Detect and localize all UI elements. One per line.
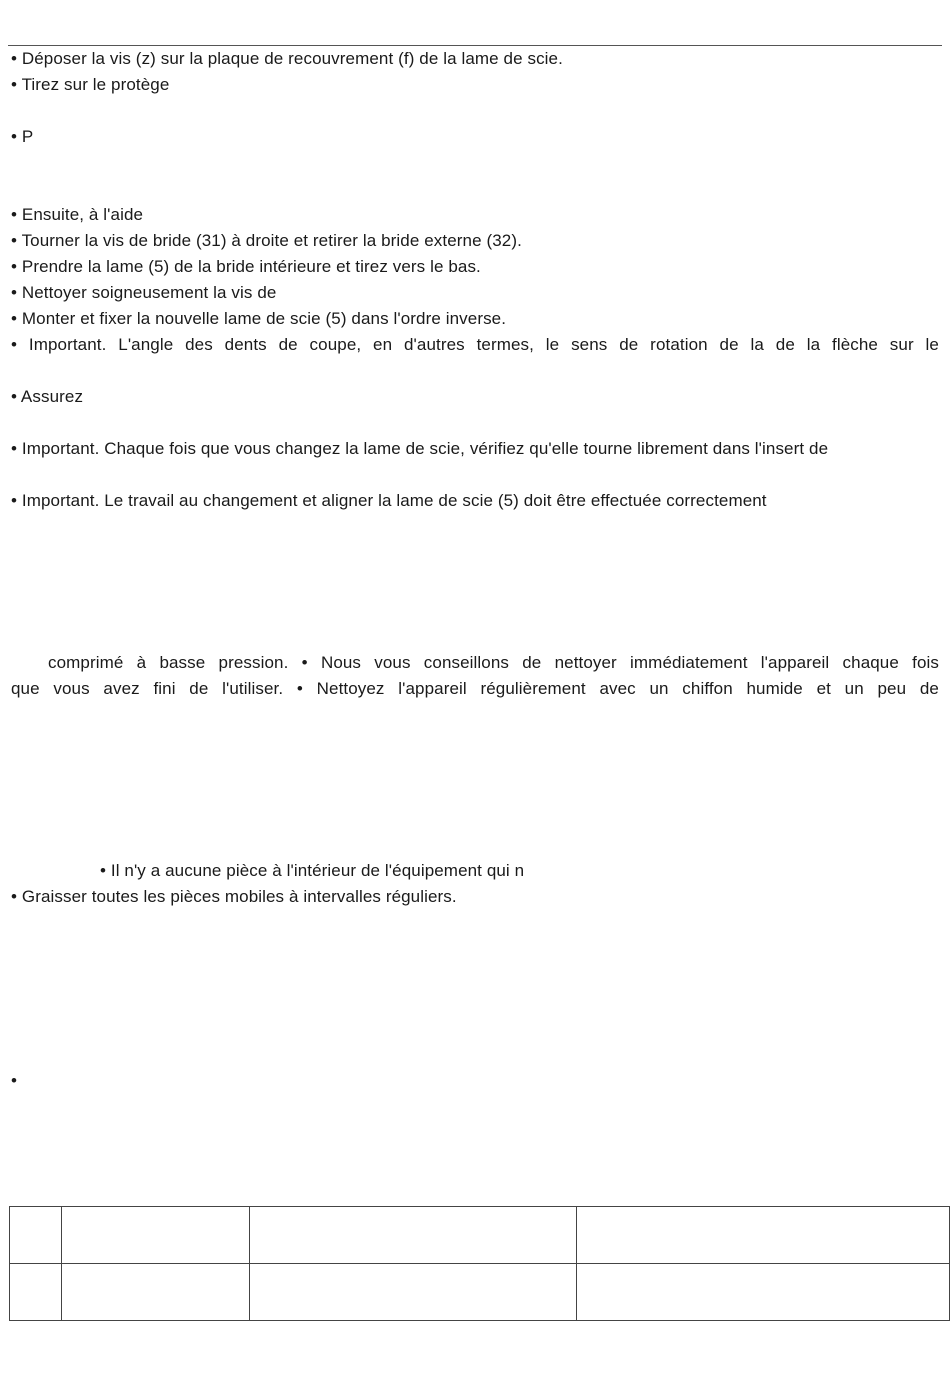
text-line: • Graisser toutes les pièces mobiles à intervalles réguliers.: [11, 887, 457, 906]
text-line: • Important. Chaque fois que vous changez la lame de scie, vérifiez qu'elle tourne librement dans l'insert de: [11, 439, 829, 458]
text-line: • Ensuite, à l'aide: [11, 205, 144, 224]
text-line: •: [11, 1071, 18, 1090]
text-line: • Important. L'angle des dents de coupe, en d'autres termes, le sens de rotation de la de la flèche sur le: [11, 335, 939, 354]
table-cell: [10, 1264, 62, 1321]
table-row: [10, 1264, 950, 1321]
text-line: • Il n'y a aucune pièce à l'intérieur de l'équipement qui n: [100, 861, 525, 880]
text-line: • Tirez sur le protège: [11, 75, 170, 94]
table-cell: [250, 1207, 577, 1264]
text-line: • Nettoyer soigneusement la vis de: [11, 283, 277, 302]
text-line: • Déposer la vis (z) sur la plaque de recouvrement (f) de la lame de scie.: [11, 49, 563, 68]
text-line: que vous avez fini de l'utiliser. • Nettoyez l'appareil régulièrement avec un chiffon humide et un peu de: [11, 679, 939, 698]
text-line: • Important. Le travail au changement et aligner la lame de scie (5) doit être effectuée correctement: [11, 491, 767, 510]
table-cell: [577, 1264, 950, 1321]
table-cell: [250, 1264, 577, 1321]
table-cell: [62, 1264, 250, 1321]
table-cell: [62, 1207, 250, 1264]
text-line: • P: [11, 127, 34, 146]
text-line: • Monter et fixer la nouvelle lame de scie (5) dans l'ordre inverse.: [11, 309, 507, 328]
spec-table: [9, 1206, 950, 1321]
table-cell: [577, 1207, 950, 1264]
table-row: [10, 1207, 950, 1264]
table-cell: [10, 1207, 62, 1264]
text-line: • Assurez: [11, 387, 84, 406]
text-line: • Tourner la vis de bride (31) à droite et retirer la bride externe (32).: [11, 231, 522, 250]
header-rule: [8, 45, 942, 46]
text-line: • Prendre la lame (5) de la bride intérieure et tirez vers le bas.: [11, 257, 481, 276]
text-line: comprimé à basse pression. • Nous vous conseillons de nettoyer immédiatement l'appareil chaque fois: [48, 653, 939, 672]
